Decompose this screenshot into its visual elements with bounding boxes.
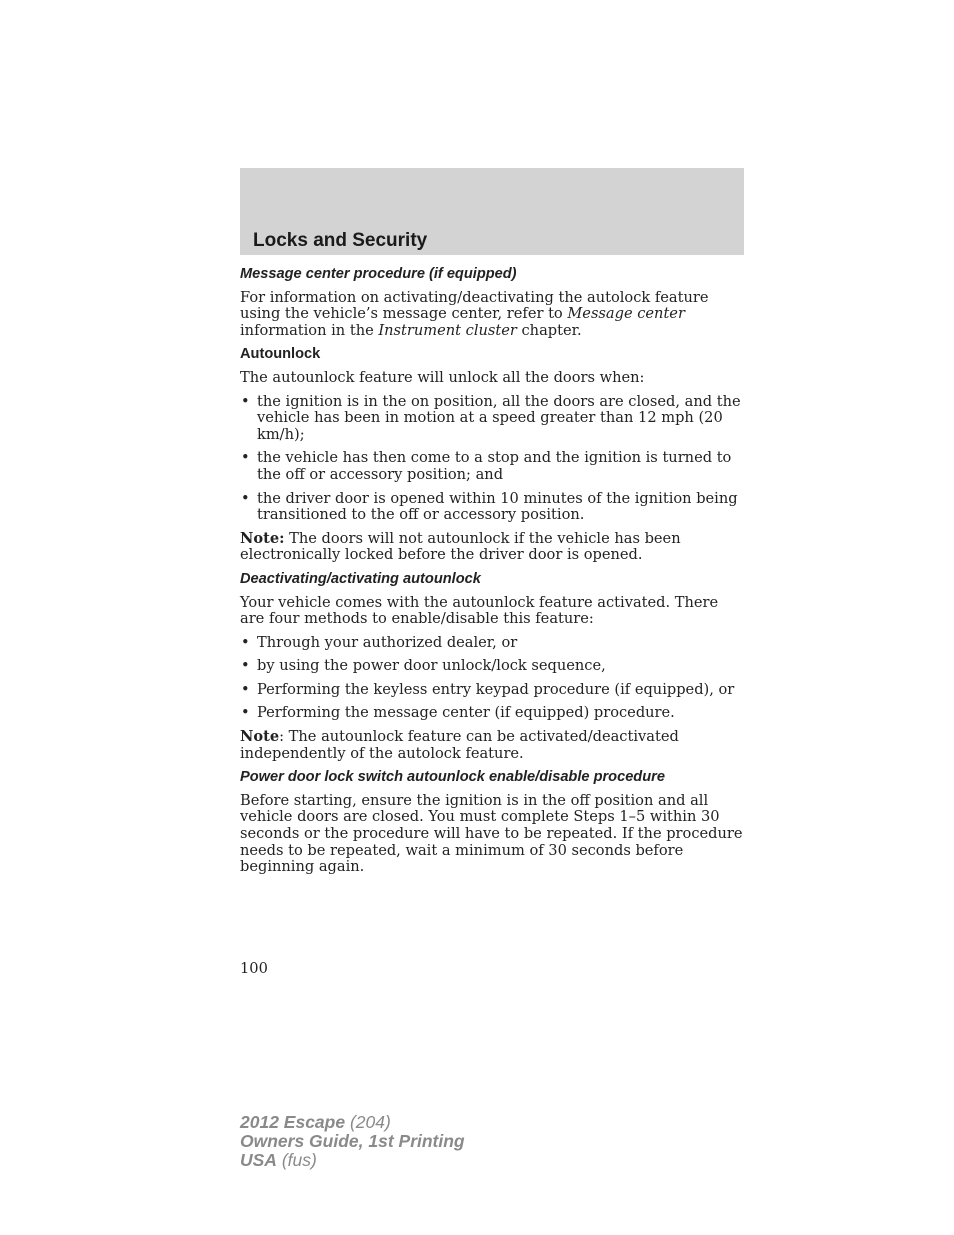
page-number: 100 <box>240 960 268 977</box>
note-label: Note: <box>240 529 285 547</box>
footer-line-market: USA (fus) <box>240 1150 317 1170</box>
section-title: Locks and Security <box>253 230 428 251</box>
ref-instrument-cluster: Instrument cluster <box>378 321 517 339</box>
list-item: • the vehicle has then come to a stop and the ignition is turned to the off or accessory position; and <box>240 450 746 483</box>
heading-autounlock: Autounlock <box>240 346 321 363</box>
list-item: • by using the power door unlock/lock sequence, <box>240 658 746 675</box>
list-item: • Performing the keyless entry keypad procedure (if equipped), or <box>240 682 746 699</box>
note-deactivating: Note: The autounlock feature can be activated/deactivated independently of the autolock feature. <box>240 728 679 762</box>
document-footer <box>240 1113 465 1170</box>
paragraph-deactivating-intro: Your vehicle comes with the autounlock feature activated. There are four methods to enable/disable this feature: <box>240 593 719 628</box>
paragraph-message-center: For information on activating/deactivating the autolock feature using the vehicle’s message center, refer to Message center information in the Instrument cluster chapter. <box>240 288 709 339</box>
footer-line-model: 2012 Escape (204) <box>240 1112 391 1132</box>
paragraph-autounlock-intro: The autounlock feature will unlock all the doors when: <box>240 368 645 386</box>
footer-line-guide: Owners Guide, 1st Printing <box>240 1131 465 1151</box>
page-content <box>240 266 746 883</box>
note-label: Note <box>240 728 280 746</box>
autounlock-conditions-list <box>240 394 746 524</box>
note-autounlock: Note: The doors will not autounlock if the vehicle has been electronically locked before the driver door is opened. <box>240 529 681 564</box>
heading-deactivating: Deactivating/activating autounlock <box>240 570 481 587</box>
list-item: • the driver door is opened within 10 minutes of the ignition being transitioned to the off or accessory position. <box>240 491 746 524</box>
list-item: • the ignition is in the on position, all the doors are closed, and the vehicle has been in motion at a speed greater than 12 mph (20 km/h); <box>240 394 746 444</box>
section-header-band <box>240 168 744 255</box>
methods-list <box>240 635 746 722</box>
heading-message-center: Message center procedure (if equipped) <box>240 266 517 282</box>
paragraph-power-door-lock: Before starting, ensure the ignition is in the off position and all vehicle doors are closed. You must complete Steps 1–5 within 30 seconds or the procedure will have to be repeated. If the procedure needs to be repeated, wait a minimum of 30 seconds before beginning again. <box>240 791 743 876</box>
list-item: • Performing the message center (if equipped) procedure. <box>240 705 746 722</box>
heading-power-door-lock: Power door lock switch autounlock enable/disable procedure <box>240 769 665 786</box>
list-item: • Through your authorized dealer, or <box>240 635 746 652</box>
ref-message-center: Message center <box>567 305 685 323</box>
